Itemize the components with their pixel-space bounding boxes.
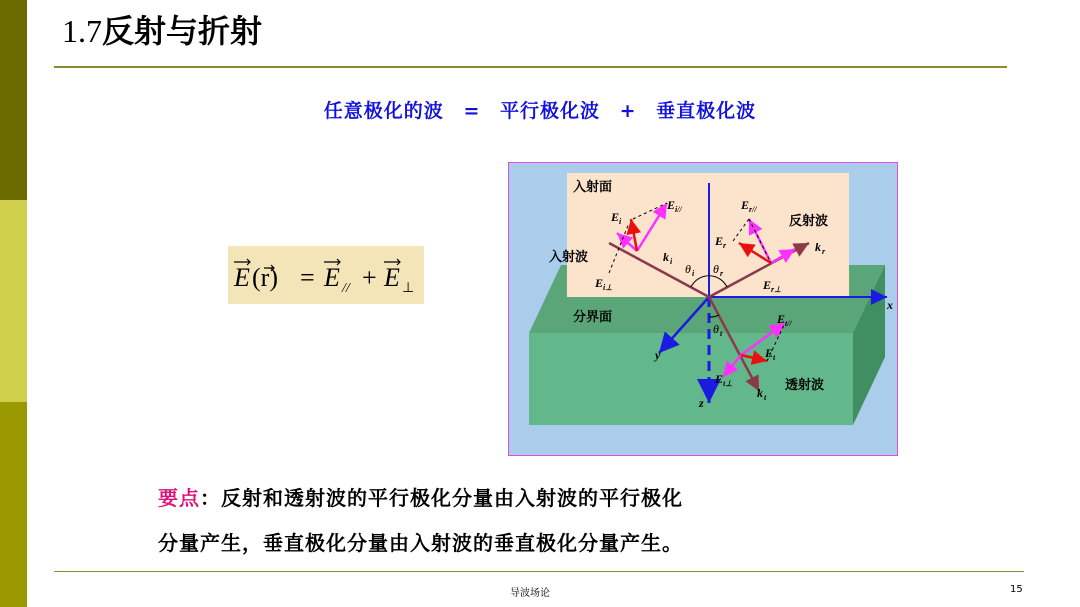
key-point-line-1: [158, 482, 683, 511]
label-theta-r-sub: r: [720, 269, 724, 278]
label-k-t-sub: t: [764, 393, 767, 402]
label-theta-t: θ: [713, 322, 719, 336]
label-theta-i-sub: i: [692, 269, 695, 278]
diagram-svg: [509, 163, 897, 455]
field-formula: [228, 246, 424, 304]
title-number: 1.7: [62, 13, 102, 49]
label-interface: 分界面: [573, 310, 613, 325]
label-reflected-wave: 反射波: [789, 214, 829, 229]
polarization-equation: [0, 96, 1080, 123]
label-E-t-perp: E: [715, 372, 724, 386]
label-E-r-perp-sub: r⊥: [771, 285, 782, 294]
equation-term-perpendicular: 垂直极化波: [656, 100, 757, 122]
label-theta-t-sub: t: [720, 329, 723, 338]
page-number: 15: [1010, 584, 1023, 595]
label-transmitted-wave: 透射波: [785, 378, 825, 393]
formula-plus: +: [362, 263, 377, 292]
key-point-line-2: [158, 527, 683, 556]
label-E-r-perp: E: [763, 278, 772, 292]
label-k-i-sub: i: [670, 257, 673, 266]
label-E-r-par-sub: r//: [749, 205, 757, 214]
formula-sub-perp: ⊥: [402, 281, 415, 296]
formula-E-perp: E: [384, 263, 400, 292]
title-text: 反射与折射: [102, 12, 263, 50]
equation-plus: +: [619, 100, 637, 122]
label-E-i-perp: E: [595, 276, 604, 290]
key-point-text-2: 分量产生，垂直极化分量由入射波的垂直极化分量产生。: [158, 531, 683, 555]
label-E-t-perp-sub: t⊥: [723, 379, 733, 388]
label-E-i-par-sub: i//: [675, 205, 682, 214]
label-theta-i: θ: [685, 262, 691, 276]
label-E-t-par: E: [777, 312, 786, 326]
formula-E-par: E: [324, 263, 340, 292]
label-E-r-sub: r: [723, 241, 727, 250]
equation-term-parallel: 平行极化波: [499, 100, 600, 122]
label-k-r-sub: r: [822, 247, 826, 256]
key-point-label: 要点: [158, 486, 200, 510]
formula-arg: (r): [252, 263, 278, 292]
formula-sub-par: //: [342, 281, 350, 296]
title-rule: [54, 66, 1007, 68]
label-axis-x: x: [887, 298, 893, 312]
label-k-r: k: [815, 240, 821, 254]
side-bar-mid: [0, 402, 27, 607]
label-E-i-perp-sub: i⊥: [603, 283, 613, 292]
side-bar-light: [0, 200, 27, 402]
equation-equals: =: [463, 100, 481, 122]
label-E-i-sub: i: [619, 217, 622, 226]
key-point-text-1: 反射和透射波的平行极化分量由入射波的平行极化: [221, 486, 683, 510]
label-incident-wave: 入射波: [549, 250, 589, 265]
footer-rule: [54, 571, 1024, 572]
label-E-i-par: E: [667, 198, 676, 212]
footer-text: 导波场论: [510, 588, 550, 599]
label-theta-r: θ: [713, 262, 719, 276]
label-E-r-par: E: [741, 198, 750, 212]
label-E-t-sub: t: [773, 353, 776, 362]
key-point-colon: ：: [200, 486, 221, 510]
slide-title: [62, 6, 262, 52]
label-axis-y: y: [655, 348, 661, 362]
label-E-t-par-sub: t//: [785, 319, 792, 328]
label-E-r: E: [715, 234, 724, 248]
label-plane-of-incidence: 入射面: [573, 180, 613, 195]
label-k-i: k: [663, 250, 669, 264]
label-E-i: E: [611, 210, 620, 224]
label-E-t: E: [765, 346, 774, 360]
reflection-refraction-diagram: [508, 162, 898, 456]
formula-svg: [228, 246, 424, 304]
formula-eq: =: [300, 263, 315, 292]
formula-E: E: [234, 263, 250, 292]
equation-left: 任意极化的波: [323, 100, 444, 122]
label-axis-z: z: [699, 396, 704, 410]
label-k-t: k: [757, 386, 763, 400]
